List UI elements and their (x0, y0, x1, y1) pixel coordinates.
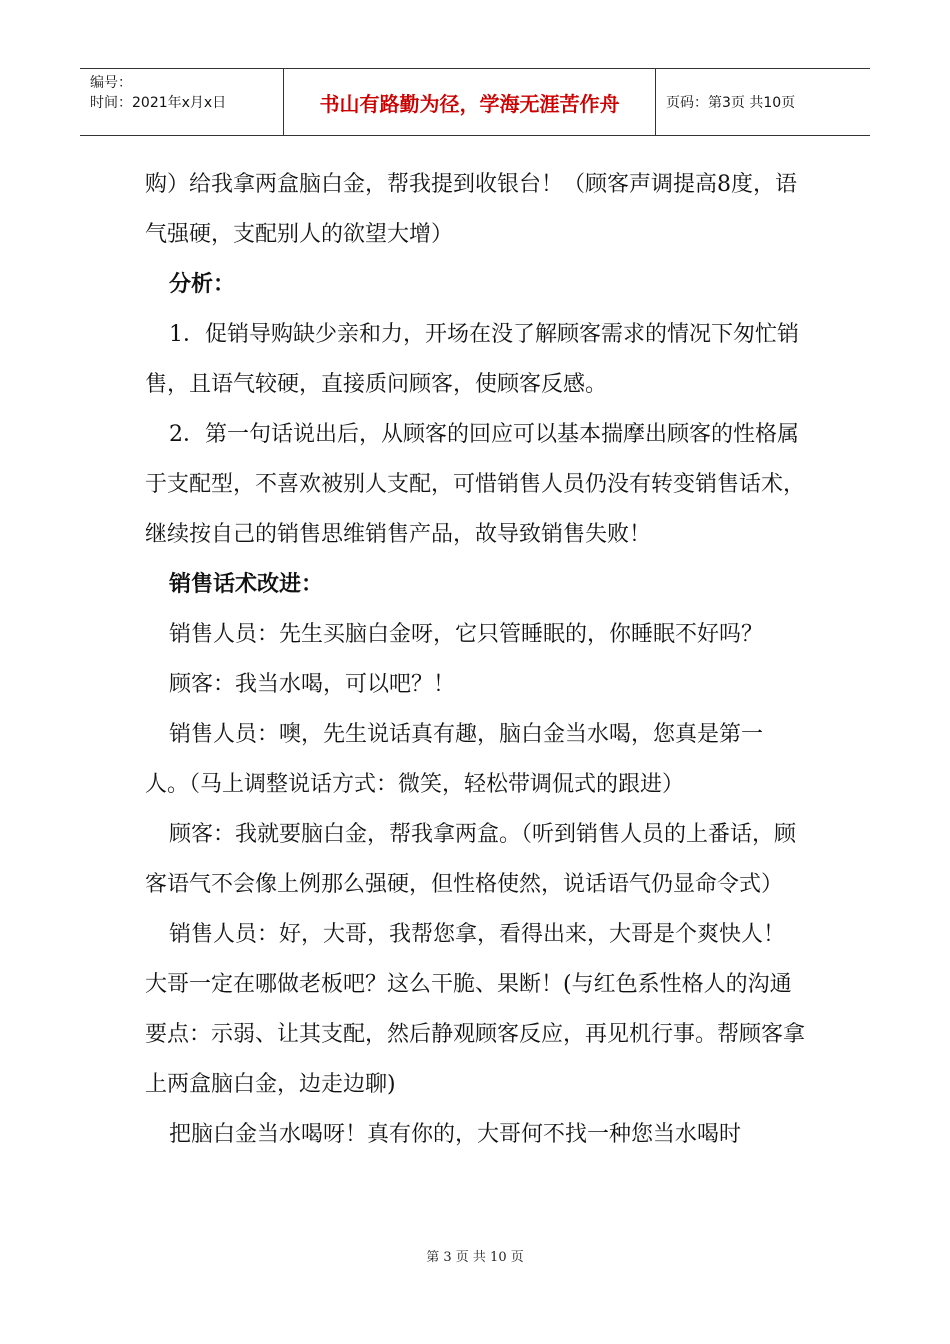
number-label: 编号： (90, 75, 132, 91)
dialog-line: 把脑白金当水喝呀！真有你的，大哥何不找一种您当水喝时 (169, 1122, 742, 1147)
dialog-line: 销售人员：好，大哥，我帮您拿，看得出来，大哥是个爽快人！大哥一定在哪做老板吧？这么干脆、果断！(与红色系性格人的沟通要点：示弱、让其支配，然后静观顾客反应，再见机行事。帮顾客拿上两盒脑白金，边走边聊) (145, 922, 806, 1097)
document-header (80, 68, 870, 136)
header-page-info (656, 69, 870, 135)
section-heading-analysis: 分析： (169, 272, 236, 297)
page-info-text: 页码：第3页 共10页 (666, 95, 796, 111)
page-footer (0, 1246, 950, 1265)
dialog-line: 顾客：我当水喝，可以吧？！ (169, 672, 456, 697)
document-body (145, 160, 805, 1160)
date-label: 时间：2021年x月x日 (90, 95, 227, 111)
dialog-line: 销售人员：噢，先生说话真有趣，脑白金当水喝，您真是第一人。（马上调整说话方式：微笑，轻松带调侃式的跟进） (145, 722, 764, 797)
dialog-line: 顾客：我就要脑白金，帮我拿两盒。（听到销售人员的上番话，顾客语气不会像上例那么强硬，但性格使然，说话语气仍显命令式） (145, 822, 797, 897)
header-motto (283, 69, 656, 135)
footer-page-number: 第 3 页 共 10 页 (426, 1250, 524, 1265)
header-meta (80, 69, 283, 135)
paragraph: 2．第一句话说出后，从顾客的回应可以基本揣摩出顾客的性格属于支配型，不喜欢被别人支配，可惜销售人员仍没有转变销售话术，继续按自己的销售思维销售产品，故导致销售失败！ (145, 422, 806, 547)
section-heading-improvement: 销售话术改进： (169, 572, 324, 597)
dialog-line: 销售人员：先生买脑白金呀，它只管睡眠的，你睡眠不好吗？ (169, 622, 764, 647)
paragraph: 1．促销导购缺少亲和力，开场在没了解顾客需求的情况下匆忙销售，且语气较硬，直接质问顾客，使顾客反感。 (145, 322, 799, 397)
motto-text: 书山有路勤为径，学海无涯苦作舟 (319, 91, 620, 116)
paragraph: 购）给我拿两盒脑白金，帮我提到收银台！（顾客声调提高8度，语气强硬，支配别人的欲望大增） (145, 172, 797, 247)
